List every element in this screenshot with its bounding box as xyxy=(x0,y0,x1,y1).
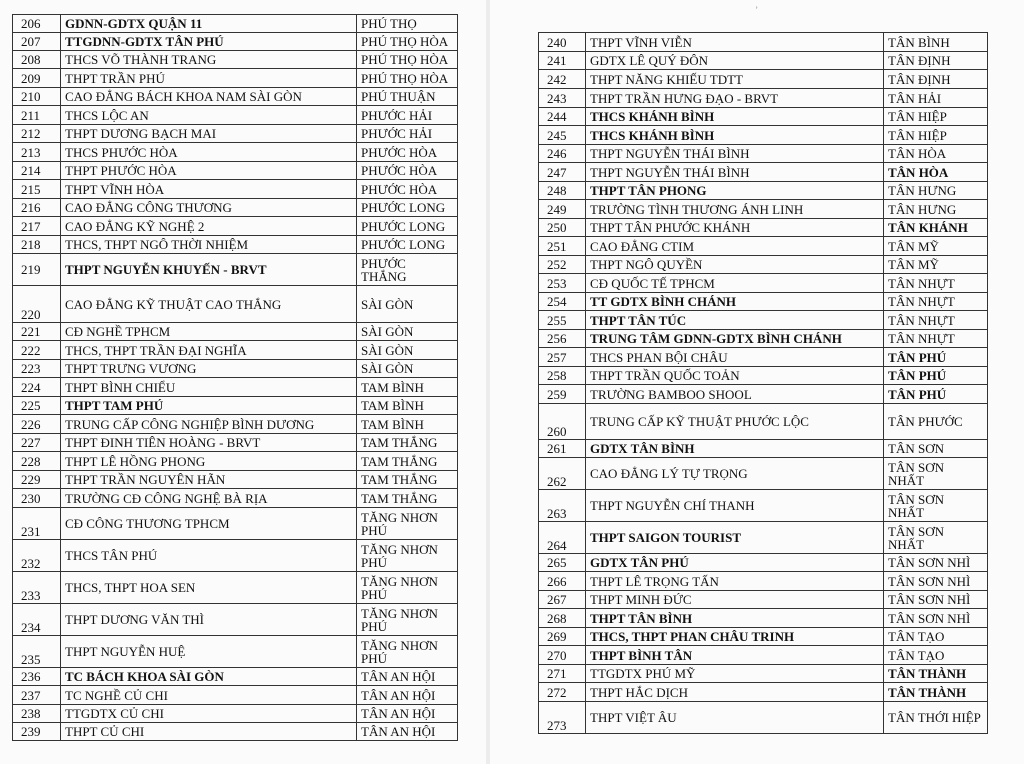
school-name: THCS LỘC AN xyxy=(61,106,357,125)
school-name: TC BÁCH KHOA SÀI GÒN xyxy=(61,668,357,686)
table-row xyxy=(539,554,988,572)
ward-name: TAM THẮNG xyxy=(357,434,458,452)
table-row xyxy=(13,69,458,88)
table-row xyxy=(13,471,458,489)
ward-name: TAM BÌNH xyxy=(357,415,458,434)
table-row xyxy=(13,489,458,508)
school-name: CAO ĐẲNG BÁCH KHOA NAM SÀI GÒN xyxy=(61,88,357,106)
row-number: 261 xyxy=(539,440,586,458)
ward-name: TÂN HƯNG xyxy=(884,182,988,200)
row-number: 230 xyxy=(13,489,61,508)
school-name: THCS PHƯỚC HÒA xyxy=(61,143,357,162)
ward-name: SÀI GÒN xyxy=(357,286,458,323)
table-row xyxy=(539,522,988,554)
row-number: 212 xyxy=(13,125,61,143)
ward-name: PHƯỚC LONG xyxy=(357,236,458,254)
row-number: 222 xyxy=(13,341,61,360)
school-name: THPT ĐINH TIÊN HOÀNG - BRVT xyxy=(61,434,357,452)
row-number: 235 xyxy=(13,636,61,668)
row-number: 248 xyxy=(539,182,586,200)
table-row xyxy=(13,88,458,106)
ward-name: TÂN SƠN NHÌ xyxy=(884,554,988,572)
ward-name: PHÚ THỌ HÒA xyxy=(357,33,458,51)
school-name: CĐ NGHỀ TPHCM xyxy=(61,323,357,341)
table-row xyxy=(13,397,458,415)
row-number: 250 xyxy=(539,219,586,237)
school-table-right xyxy=(538,32,988,734)
ward-name: TÂN AN HỘI xyxy=(357,686,458,705)
row-number: 241 xyxy=(539,52,586,70)
table-row xyxy=(539,609,988,628)
school-name: THPT TÂN TÚC xyxy=(586,311,884,330)
row-number: 269 xyxy=(539,628,586,646)
school-name: THPT SAIGON TOURIST xyxy=(586,522,884,554)
ward-name: PHƯỚC HÒA xyxy=(357,143,458,162)
row-number: 265 xyxy=(539,554,586,572)
table-row xyxy=(13,106,458,125)
table-row xyxy=(539,293,988,311)
school-name: THPT VĨNH VIỄN xyxy=(586,33,884,52)
row-number: 254 xyxy=(539,293,586,311)
row-number: 245 xyxy=(539,126,586,145)
ward-name: TĂNG NHƠN PHÚ xyxy=(357,508,458,540)
table-row xyxy=(13,360,458,378)
table-row xyxy=(539,458,988,490)
ward-name: TÂN THÀNH xyxy=(884,665,988,683)
table-row xyxy=(13,723,458,741)
school-name: THPT PHƯỚC HÒA xyxy=(61,162,357,180)
table-row xyxy=(539,145,988,163)
row-number: 239 xyxy=(13,723,61,741)
school-name: THPT TÂN PHONG xyxy=(586,182,884,200)
table-row xyxy=(539,404,988,440)
table-row xyxy=(13,254,458,286)
ward-name: TÂN THỚI HIỆP xyxy=(884,702,988,734)
ward-name: TAM BÌNH xyxy=(357,397,458,415)
school-name: CAO ĐẲNG KỸ THUẬT CAO THẮNG xyxy=(61,286,357,323)
school-name: GDTX TÂN PHÚ xyxy=(586,554,884,572)
school-name: THPT NGUYỄN THÁI BÌNH xyxy=(586,145,884,163)
ward-name: TÂN NHỰT xyxy=(884,293,988,311)
ward-name: PHÚ THỌ HÒA xyxy=(357,51,458,69)
row-number: 221 xyxy=(13,323,61,341)
table-row xyxy=(539,490,988,522)
row-number: 251 xyxy=(539,237,586,256)
ward-name: TÂN KHÁNH xyxy=(884,219,988,237)
school-name: GDTX TÂN BÌNH xyxy=(586,440,884,458)
table-row xyxy=(13,199,458,217)
school-name: THPT TÂN PHƯỚC KHÁNH xyxy=(586,219,884,237)
ward-name: TĂNG NHƠN PHÚ xyxy=(357,604,458,636)
table-row xyxy=(13,286,458,323)
ward-name: PHÚ THỌ HÒA xyxy=(357,69,458,88)
table-row xyxy=(539,665,988,683)
school-name: THCS KHÁNH BÌNH xyxy=(586,108,884,126)
table-row xyxy=(13,508,458,540)
ward-name: TÂN TẠO xyxy=(884,628,988,646)
school-name: THCS, THPT TRẦN ĐẠI NGHĨA xyxy=(61,341,357,360)
table-row xyxy=(539,572,988,591)
school-name: THCS PHAN BỘI CHÂU xyxy=(586,348,884,367)
school-name: TRUNG CẤP KỸ THUẬT PHƯỚC LỘC xyxy=(586,404,884,440)
school-name: THPT TÂN BÌNH xyxy=(586,609,884,628)
ward-name: TÂN ĐỊNH xyxy=(884,52,988,70)
ward-name: TÂN HƯNG xyxy=(884,200,988,219)
table-row xyxy=(539,70,988,89)
ward-name: TAM BÌNH xyxy=(357,378,458,397)
table-row xyxy=(13,604,458,636)
row-number: 246 xyxy=(539,145,586,163)
ward-name: PHÚ THỌ xyxy=(357,15,458,33)
table-row xyxy=(13,51,458,69)
ward-name: TĂNG NHƠN PHÚ xyxy=(357,636,458,668)
school-name: THPT HẮC DỊCH xyxy=(586,683,884,702)
school-name: TT GDTX BÌNH CHÁNH xyxy=(586,293,884,311)
school-name: CAO ĐẲNG KỸ NGHỆ 2 xyxy=(61,217,357,236)
ward-name: TÂN SƠN NHẤT xyxy=(884,458,988,490)
ward-name: TÂN TẠO xyxy=(884,646,988,665)
ward-name: TĂNG NHƠN PHÚ xyxy=(357,572,458,604)
ward-name: TÂN PHƯỚC xyxy=(884,404,988,440)
ward-name: SÀI GÒN xyxy=(357,341,458,360)
table-row xyxy=(539,646,988,665)
school-table-left xyxy=(12,14,458,741)
ward-name: TAM THẮNG xyxy=(357,452,458,471)
school-name: TC NGHỀ CỦ CHI xyxy=(61,686,357,705)
school-name: THPT DƯƠNG BẠCH MAI xyxy=(61,125,357,143)
school-name: THPT TRƯNG VƯƠNG xyxy=(61,360,357,378)
ward-name: PHƯỚC LONG xyxy=(357,199,458,217)
ward-name: PHƯỚC HẢI xyxy=(357,125,458,143)
ward-name: TAM THẮNG xyxy=(357,471,458,489)
table-row xyxy=(539,163,988,182)
table-row xyxy=(539,367,988,385)
table-row xyxy=(13,434,458,452)
row-number: 270 xyxy=(539,646,586,665)
ward-name: TÂN HẢI xyxy=(884,89,988,108)
row-number: 228 xyxy=(13,452,61,471)
school-name: THPT TRẦN NGUYÊN HÃN xyxy=(61,471,357,489)
school-name: THPT BÌNH TÂN xyxy=(586,646,884,665)
school-name: THCS TÂN PHÚ xyxy=(61,540,357,572)
row-number: 233 xyxy=(13,572,61,604)
row-number: 217 xyxy=(13,217,61,236)
table-row xyxy=(13,705,458,723)
row-number: 231 xyxy=(13,508,61,540)
row-number: 257 xyxy=(539,348,586,367)
row-number: 227 xyxy=(13,434,61,452)
table-row xyxy=(13,33,458,51)
table-row xyxy=(539,108,988,126)
ward-name: TÂN NHỰT xyxy=(884,330,988,348)
school-name: THPT TAM PHÚ xyxy=(61,397,357,415)
table-row xyxy=(13,162,458,180)
row-number: 220 xyxy=(13,286,61,323)
ward-name: TÂN HÒA xyxy=(884,145,988,163)
school-name: TRUNG CẤP CÔNG NGHIỆP BÌNH DƯƠNG xyxy=(61,415,357,434)
school-name: CAO ĐẲNG CTIM xyxy=(586,237,884,256)
ward-name: TÂN NHỰT xyxy=(884,274,988,293)
school-name: GDNN-GDTX QUẬN 11 xyxy=(61,15,357,33)
table-row xyxy=(13,341,458,360)
ward-name: TĂNG NHƠN PHÚ xyxy=(357,540,458,572)
table-row xyxy=(13,15,458,33)
row-number: 225 xyxy=(13,397,61,415)
ward-name: TÂN NHỰT xyxy=(884,311,988,330)
row-number: 244 xyxy=(539,108,586,126)
table-row xyxy=(13,378,458,397)
table-row xyxy=(539,440,988,458)
table-row xyxy=(539,385,988,404)
ward-name: TÂN SƠN NHÌ xyxy=(884,572,988,591)
school-name: CAO ĐẲNG LÝ TỰ TRỌNG xyxy=(586,458,884,490)
school-table-right-body xyxy=(539,33,988,734)
table-row xyxy=(539,89,988,108)
ward-name: TÂN THÀNH xyxy=(884,683,988,702)
table-row xyxy=(13,540,458,572)
row-number: 215 xyxy=(13,180,61,199)
ward-name: TÂN ĐỊNH xyxy=(884,70,988,89)
row-number: 209 xyxy=(13,69,61,88)
ward-name: SÀI GÒN xyxy=(357,323,458,341)
row-number: 213 xyxy=(13,143,61,162)
row-number: 237 xyxy=(13,686,61,705)
school-name: THPT CỦ CHI xyxy=(61,723,357,741)
row-number: 232 xyxy=(13,540,61,572)
row-number: 226 xyxy=(13,415,61,434)
school-table-left-body xyxy=(13,15,458,741)
row-number: 255 xyxy=(539,311,586,330)
row-number: 234 xyxy=(13,604,61,636)
row-number: 238 xyxy=(13,705,61,723)
school-name: THPT NGÔ QUYỀN xyxy=(586,256,884,274)
school-name: THPT VIỆT ÂU xyxy=(586,702,884,734)
ward-name: TÂN SƠN NHÌ xyxy=(884,591,988,609)
school-name: TTGDTX PHÚ MỸ xyxy=(586,665,884,683)
ward-name: TÂN HIỆP xyxy=(884,126,988,145)
school-name: TTGDNN-GDTX TÂN PHÚ xyxy=(61,33,357,51)
row-number: 267 xyxy=(539,591,586,609)
table-row xyxy=(13,452,458,471)
row-number: 214 xyxy=(13,162,61,180)
ward-name: TÂN SƠN xyxy=(884,440,988,458)
row-number: 206 xyxy=(13,15,61,33)
ward-name: PHÚ THUẬN xyxy=(357,88,458,106)
row-number: 240 xyxy=(539,33,586,52)
school-name: TRƯỜNG TÌNH THƯƠNG ÁNH LINH xyxy=(586,200,884,219)
ward-name: PHƯỚC HẢI xyxy=(357,106,458,125)
school-name: THCS, THPT HOA SEN xyxy=(61,572,357,604)
row-number: 223 xyxy=(13,360,61,378)
ward-name: TÂN PHÚ xyxy=(884,385,988,404)
row-number: 249 xyxy=(539,200,586,219)
row-number: 258 xyxy=(539,367,586,385)
school-name: THPT TRẦN PHÚ xyxy=(61,69,357,88)
ward-name: TÂN HÒA xyxy=(884,163,988,182)
row-number: 263 xyxy=(539,490,586,522)
ward-name: TÂN PHÚ xyxy=(884,367,988,385)
row-number: 271 xyxy=(539,665,586,683)
table-row xyxy=(539,256,988,274)
table-row xyxy=(13,217,458,236)
school-name: THPT VĨNH HÒA xyxy=(61,180,357,199)
page-mark: ʾ xyxy=(755,6,759,17)
ward-name: TÂN SƠN NHÌ xyxy=(884,609,988,628)
row-number: 262 xyxy=(539,458,586,490)
ward-name: TAM THẮNG xyxy=(357,489,458,508)
ward-name: TÂN SƠN NHẤT xyxy=(884,522,988,554)
ward-name: PHƯỚC THẮNG xyxy=(357,254,458,286)
table-row xyxy=(539,200,988,219)
row-number: 272 xyxy=(539,683,586,702)
row-number: 216 xyxy=(13,199,61,217)
school-name: CAO ĐẲNG CÔNG THƯƠNG xyxy=(61,199,357,217)
row-number: 219 xyxy=(13,254,61,286)
table-row xyxy=(539,52,988,70)
row-number: 229 xyxy=(13,471,61,489)
table-row xyxy=(13,236,458,254)
ward-name: TÂN BÌNH xyxy=(884,33,988,52)
table-row xyxy=(539,628,988,646)
row-number: 218 xyxy=(13,236,61,254)
ward-name: TÂN HIỆP xyxy=(884,108,988,126)
school-name: THCS, THPT NGÔ THỜI NHIỆM xyxy=(61,236,357,254)
school-name: THPT NĂNG KHIẾU TDTT xyxy=(586,70,884,89)
school-name: CĐ CÔNG THƯƠNG TPHCM xyxy=(61,508,357,540)
school-name: TRƯỜNG BAMBOO SHOOL xyxy=(586,385,884,404)
school-name: TRƯỜNG CĐ CÔNG NGHỆ BÀ RỊA xyxy=(61,489,357,508)
ward-name: TÂN AN HỘI xyxy=(357,668,458,686)
ward-name: TÂN AN HỘI xyxy=(357,705,458,723)
row-number: 211 xyxy=(13,106,61,125)
row-number: 260 xyxy=(539,404,586,440)
row-number: 273 xyxy=(539,702,586,734)
school-name: THPT NGUYỄN HUỆ xyxy=(61,636,357,668)
table-row xyxy=(13,636,458,668)
ward-name: PHƯỚC HÒA xyxy=(357,180,458,199)
school-name: THPT DƯƠNG VĂN THÌ xyxy=(61,604,357,636)
table-row xyxy=(539,348,988,367)
row-number: 236 xyxy=(13,668,61,686)
row-number: 247 xyxy=(539,163,586,182)
table-row xyxy=(539,182,988,200)
table-row xyxy=(13,415,458,434)
table-row xyxy=(539,126,988,145)
ward-name: SÀI GÒN xyxy=(357,360,458,378)
ward-name: TÂN MỸ xyxy=(884,256,988,274)
table-row xyxy=(13,143,458,162)
row-number: 252 xyxy=(539,256,586,274)
row-number: 224 xyxy=(13,378,61,397)
school-name: THPT MINH ĐỨC xyxy=(586,591,884,609)
row-number: 253 xyxy=(539,274,586,293)
school-name: THCS VÕ THÀNH TRANG xyxy=(61,51,357,69)
row-number: 243 xyxy=(539,89,586,108)
ward-name: TÂN PHÚ xyxy=(884,348,988,367)
row-number: 266 xyxy=(539,572,586,591)
school-name: GDTX LÊ QUÝ ĐÔN xyxy=(586,52,884,70)
table-row xyxy=(539,591,988,609)
row-number: 256 xyxy=(539,330,586,348)
table-row xyxy=(539,219,988,237)
school-name: THCS, THPT PHAN CHÂU TRINH xyxy=(586,628,884,646)
school-name: THPT NGUYỄN KHUYẾN - BRVT xyxy=(61,254,357,286)
table-row xyxy=(539,311,988,330)
ward-name: PHƯỚC LONG xyxy=(357,217,458,236)
table-row xyxy=(13,125,458,143)
row-number: 242 xyxy=(539,70,586,89)
row-number: 264 xyxy=(539,522,586,554)
ward-name: TÂN MỸ xyxy=(884,237,988,256)
school-name: THPT TRẦN QUỐC TOẢN xyxy=(586,367,884,385)
table-row xyxy=(539,683,988,702)
school-name: THPT NGUYỄN CHÍ THANH xyxy=(586,490,884,522)
school-name: THCS KHÁNH BÌNH xyxy=(586,126,884,145)
school-name: THPT LÊ TRỌNG TẤN xyxy=(586,572,884,591)
school-name: TRUNG TÂM GDNN-GDTX BÌNH CHÁNH xyxy=(586,330,884,348)
table-row xyxy=(539,237,988,256)
row-number: 259 xyxy=(539,385,586,404)
table-row xyxy=(13,180,458,199)
table-row xyxy=(539,33,988,52)
ward-name: TÂN AN HỘI xyxy=(357,723,458,741)
table-row xyxy=(13,572,458,604)
row-number: 210 xyxy=(13,88,61,106)
table-row xyxy=(539,330,988,348)
row-number: 207 xyxy=(13,33,61,51)
ward-name: TÂN SƠN NHẤT xyxy=(884,490,988,522)
school-name: THPT TRẦN HƯNG ĐẠO - BRVT xyxy=(586,89,884,108)
table-row xyxy=(13,686,458,705)
ward-name: PHƯỚC HÒA xyxy=(357,162,458,180)
row-number: 208 xyxy=(13,51,61,69)
school-name: CĐ QUỐC TẾ TPHCM xyxy=(586,274,884,293)
table-row xyxy=(539,702,988,734)
table-row xyxy=(13,668,458,686)
row-number: 268 xyxy=(539,609,586,628)
table-row xyxy=(539,274,988,293)
school-name: TTGDTX CỦ CHI xyxy=(61,705,357,723)
school-name: THPT LÊ HỒNG PHONG xyxy=(61,452,357,471)
school-name: THPT NGUYỄN THÁI BÌNH xyxy=(586,163,884,182)
school-name: THPT BÌNH CHIỂU xyxy=(61,378,357,397)
table-row xyxy=(13,323,458,341)
